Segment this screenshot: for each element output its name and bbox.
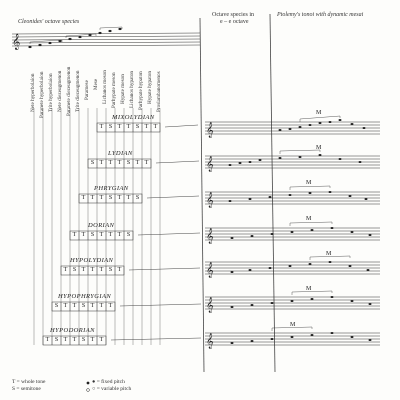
mode-name-phrygian: PHRYGIAN [94,185,129,192]
top-staff-notes [28,28,121,48]
interval-letter: T [99,160,104,166]
right-staff-clefs [206,122,214,349]
interval-letter: T [90,337,95,343]
mode-name-mixolydian: MIXOLYDIAN [112,114,155,121]
interval-letter: S [72,267,77,273]
svg-text:𝄞: 𝄞 [206,262,214,277]
interval-letter: S [135,124,140,130]
interval-letter: T [81,267,86,273]
interval-letter: T [126,124,131,130]
header-right: Ptolemy's tonoi with dynamic mesai [277,12,364,18]
interval-letter: S [135,195,140,201]
right-staves [205,122,380,345]
voice-name: Proslambanomenos [156,71,162,112]
interval-letter: T [135,160,140,166]
interval-letter: S [81,337,86,343]
mode-name-dorian: DORIAN [88,222,115,229]
interval-letter: T [144,160,149,166]
column-divider-left [200,18,204,372]
interval-letter: T [117,267,122,273]
mese-label: M [316,110,322,116]
interval-letter: S [126,160,131,166]
mese-label: M [316,145,322,151]
interval-letter: S [81,303,86,309]
interval-letter: T [90,267,95,273]
mese-label: M [306,180,312,186]
interval-letter: T [72,232,77,238]
interval-letter: S [90,232,95,238]
right-staff-notes [229,119,372,344]
interval-letter: T [99,232,104,238]
interval-letter: T [108,303,113,309]
legend-variable-pitch: ○ = variable pitch [92,386,132,392]
interval-letter: T [72,337,77,343]
svg-text:𝄞: 𝄞 [206,228,214,243]
fixed-pitch-marker [87,382,90,385]
interval-letter: T [117,232,122,238]
variable-pitch-marker [87,389,90,392]
staff-phrygian [205,192,380,204]
mese-label: M [326,251,332,257]
interval-letter: T [99,195,104,201]
top-staff-clef: 𝄞 [12,35,21,50]
voice-name: Parhypate meson [111,72,117,108]
interval-letter: T [108,232,113,238]
interval-letter: T [108,160,113,166]
interval-letter: T [99,303,104,309]
interval-letter: T [144,124,149,130]
voice-name: Mese [93,78,99,90]
interval-letter: T [45,337,50,343]
legend-fixed-pitch: ● = fixed pitch [92,379,125,385]
svg-text:𝄞: 𝄞 [206,297,214,312]
mese-label: M [306,216,312,222]
interval-letter: S [90,160,95,166]
interval-letter: T [117,124,122,130]
interval-letter: T [153,124,158,130]
interval-letter: T [81,195,86,201]
interval-letter: S [54,303,59,309]
voice-name: Nete diezeugmenon [57,70,63,112]
interval-letter: T [63,337,68,343]
interval-letter: T [117,195,122,201]
voice-name: Lichanos meson [102,70,108,104]
interval-letter: S [108,267,113,273]
voice-name: Parhypate hypaton [138,71,144,110]
voice-name: Paranete hyperbolaion [39,71,45,118]
header-left: Cleonides' octave species [18,19,80,25]
interval-letter: T [90,195,95,201]
interval-letter: T [126,195,131,201]
interval-letter: T [63,303,68,309]
voice-name: Trite diezeugmenon [75,70,81,112]
mode-name-hypophrygian: HYPOPHRYGIAN [58,293,112,300]
legend-whole-tone: T = whole tone [12,379,46,385]
column-divider-right [270,14,275,372]
mese-label: M [290,322,296,328]
notes-phrygian [229,191,368,202]
mode-name-hypodorian: HYPODORIAN [50,327,95,334]
legend-semitone: S = semitone [12,386,41,392]
svg-text:𝄞: 𝄞 [206,333,214,348]
voice-name: Trite hyperbolaion [48,73,54,112]
header-middle-2: e – e octave [220,19,249,25]
voice-name: Nete hyperbolaion [30,73,36,112]
voice-name: Hypate hypaton [147,71,153,104]
interval-letter: T [117,160,122,166]
svg-text:𝄞: 𝄞 [206,156,214,171]
svg-text:𝄞: 𝄞 [206,192,214,207]
staff-mixolydian [205,122,380,134]
header-middle-1: Octave species in [212,12,254,18]
interval-letter: T [99,124,104,130]
voice-name: Paranete diezeugmenon [66,66,72,116]
voice-name: Lichanos hypaton [129,70,135,108]
top-staff-brackets [30,27,122,44]
interval-letter: T [81,232,86,238]
interval-letter: T [99,267,104,273]
mese-label: M [306,286,312,292]
interval-letter: S [108,124,113,130]
interval-letter: T [90,303,95,309]
svg-text:𝄞: 𝄞 [206,122,214,137]
interval-letter: S [108,195,113,201]
interval-letter: T [72,303,77,309]
interval-letter: T [63,267,68,273]
voice-name: Hypate meson [120,74,126,104]
interval-letter: S [126,232,131,238]
staff-lydian [205,156,380,168]
interval-letter: S [54,337,59,343]
mode-name-lydian: LYDIAN [108,150,133,157]
voice-name: Paramese [84,80,90,100]
mode-name-hypolydian: HYPOLYDIAN [70,257,114,264]
interval-letter: T [99,337,104,343]
